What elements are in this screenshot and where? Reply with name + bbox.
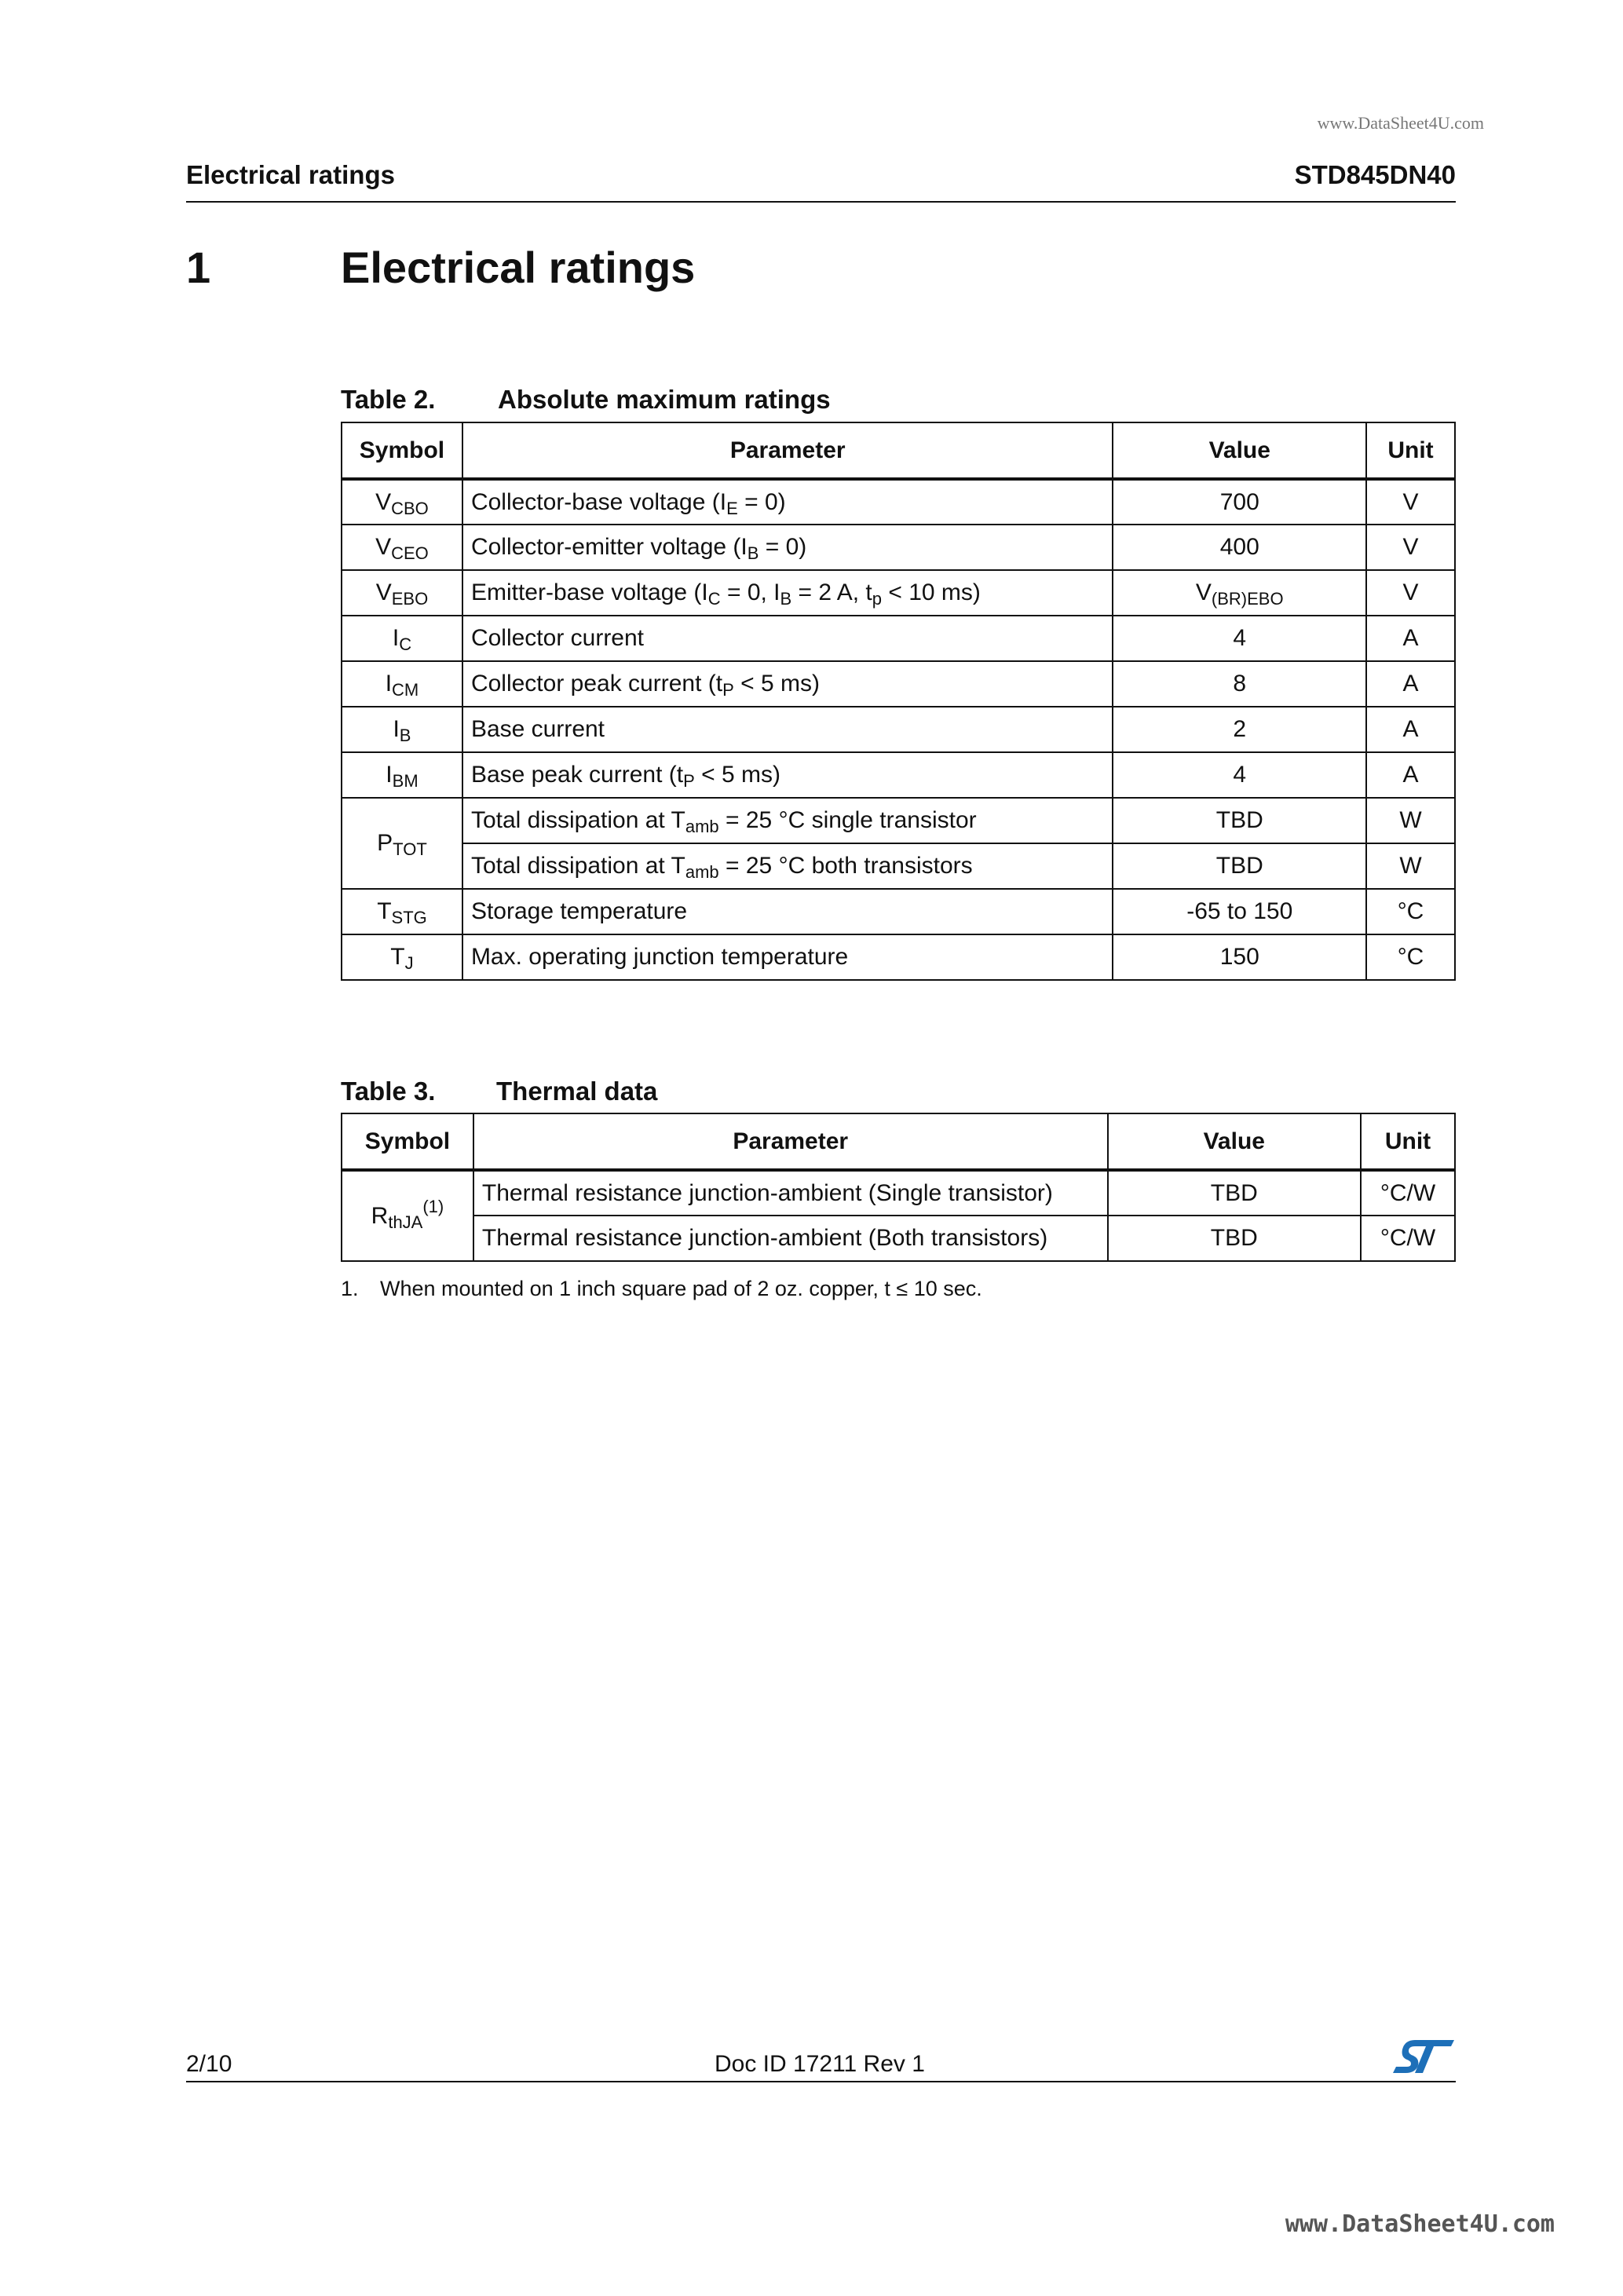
parameter-cell: Thermal resistance junction-ambient (Single transistor) [473,1170,1108,1216]
unit-cell: V [1366,525,1455,570]
footnote-ref: (1) [422,1196,444,1216]
symbol-cell: $I_C$ [342,616,462,661]
table-row [342,525,1455,570]
table-row [342,661,1455,707]
unit-cell: A [1366,707,1455,752]
parameter-cell: Collector current [462,616,1113,661]
table-row [342,934,1455,980]
page-title: Electrical ratings [341,243,696,292]
symbol-cell: $I_{BM}$ [342,752,462,798]
parameter-cell: Collector-emitter voltage $(I_B = 0)$ [462,525,1113,570]
st-logo-icon [1391,2037,1456,2076]
value-cell: TBD [1108,1170,1362,1216]
table-row [342,616,1455,661]
table2-title: Absolute maximum ratings [498,385,831,414]
table2-label: Table 2. [341,385,436,414]
table-row [342,570,1455,616]
table-row [342,479,1455,525]
unit-cell: A [1366,752,1455,798]
table-row [342,1170,1455,1216]
header-part-number: STD845DN40 [1294,160,1456,189]
footer-rule [186,2081,1456,2082]
parameter-cell: Storage temperature [462,889,1113,934]
table-row [342,889,1455,934]
symbol-cell: $V_{CEO}$ [342,525,462,570]
symbol-cell: $T_J$ [342,934,462,980]
symbol-cell: $I_{CM}$ [342,661,462,707]
table-header-row [342,1113,1455,1170]
doc-id: Doc ID 17211 Rev 1 [715,2051,925,2077]
column-header: Value [1108,1113,1362,1170]
parameter-cell: Base peak current ($t_P < 5$ ms) [462,752,1113,798]
parameter-cell: Total dissipation at $T_{amb} = 25$ °C both transistors [462,843,1113,889]
parameter-cell: Collector peak current ($t_P < 5$ ms) [462,661,1113,707]
parameter-cell: Max. operating junction temperature [462,934,1113,980]
value-cell: TBD [1113,798,1366,843]
value-cell: -65 to 150 [1113,889,1366,934]
parameter-cell: Thermal resistance junction-ambient (Both transistors) [473,1216,1108,1261]
watermark-top: www.DataSheet4U.com [1317,113,1484,133]
table-row [342,798,1455,843]
parameter-cell: Base current [462,707,1113,752]
unit-cell: W [1366,843,1455,889]
table-header-row [342,422,1455,479]
column-header: Unit [1361,1113,1455,1170]
unit-cell: A [1366,661,1455,707]
unit-cell: °C [1366,934,1455,980]
symbol-cell: $T_{STG}$ [342,889,462,934]
unit-cell: °C [1366,889,1455,934]
symbol-cell: $V_{CBO}$ [342,479,462,525]
symbol-cell: $P_{TOT}$ [342,798,462,889]
symbol-cell: $V_{EBO}$ [342,570,462,616]
column-header: Value [1113,422,1366,479]
value-cell: TBD [1113,843,1366,889]
heading-number: 1 [186,243,211,292]
footnote-text: When mounted on 1 inch square pad of 2 oz. copper, t ≤ 10 sec. [380,1277,982,1300]
table-footnote [341,1277,982,1301]
column-header: Unit [1366,422,1455,479]
unit-cell: °C/W [1361,1216,1455,1261]
parameter-cell: Emitter-base voltage ($I_C = 0$, $I_B = 2$ A, $t_p < 10$ ms) [462,570,1113,616]
table-row [342,752,1455,798]
table3-label: Table 3. [341,1077,436,1106]
value-cell: 700 [1113,479,1366,525]
value-cell: 400 [1113,525,1366,570]
value-cell: 8 [1113,661,1366,707]
watermark-bottom: www.DataSheet4U.com [1285,2210,1555,2238]
value-cell: 4 [1113,752,1366,798]
value-cell: 4 [1113,616,1366,661]
unit-cell: V [1366,479,1455,525]
column-header: Parameter [462,422,1113,479]
table-row [342,843,1455,889]
column-header: Symbol [342,422,462,479]
header-section-title: Electrical ratings [186,160,395,189]
column-header: Parameter [473,1113,1108,1170]
table-row [342,1216,1455,1261]
value-cell: 2 [1113,707,1366,752]
unit-cell: W [1366,798,1455,843]
parameter-cell: Collector-base voltage $(I_E = 0)$ [462,479,1113,525]
table3-title: Thermal data [496,1077,658,1106]
unit-cell: A [1366,616,1455,661]
table-thermal-data [341,1113,1456,1262]
value-cell: $V_{(BR)EBO}$ [1113,570,1366,616]
header-rule [186,201,1456,203]
table-row [342,707,1455,752]
parameter-cell: Total dissipation at $T_{amb} = 25$ °C single transistor [462,798,1113,843]
symbol-cell: $I_B$ [342,707,462,752]
symbol-cell: $R_{thJA}^{(1)}$ [342,1170,473,1261]
page-number: 2/10 [186,2051,232,2077]
column-header: Symbol [342,1113,473,1170]
unit-cell: °C/W [1361,1170,1455,1216]
table-absolute-maximum-ratings [341,422,1456,981]
unit-cell: V [1366,570,1455,616]
value-cell: 150 [1113,934,1366,980]
footnote-number: 1. [341,1277,359,1300]
value-cell: TBD [1108,1216,1362,1261]
